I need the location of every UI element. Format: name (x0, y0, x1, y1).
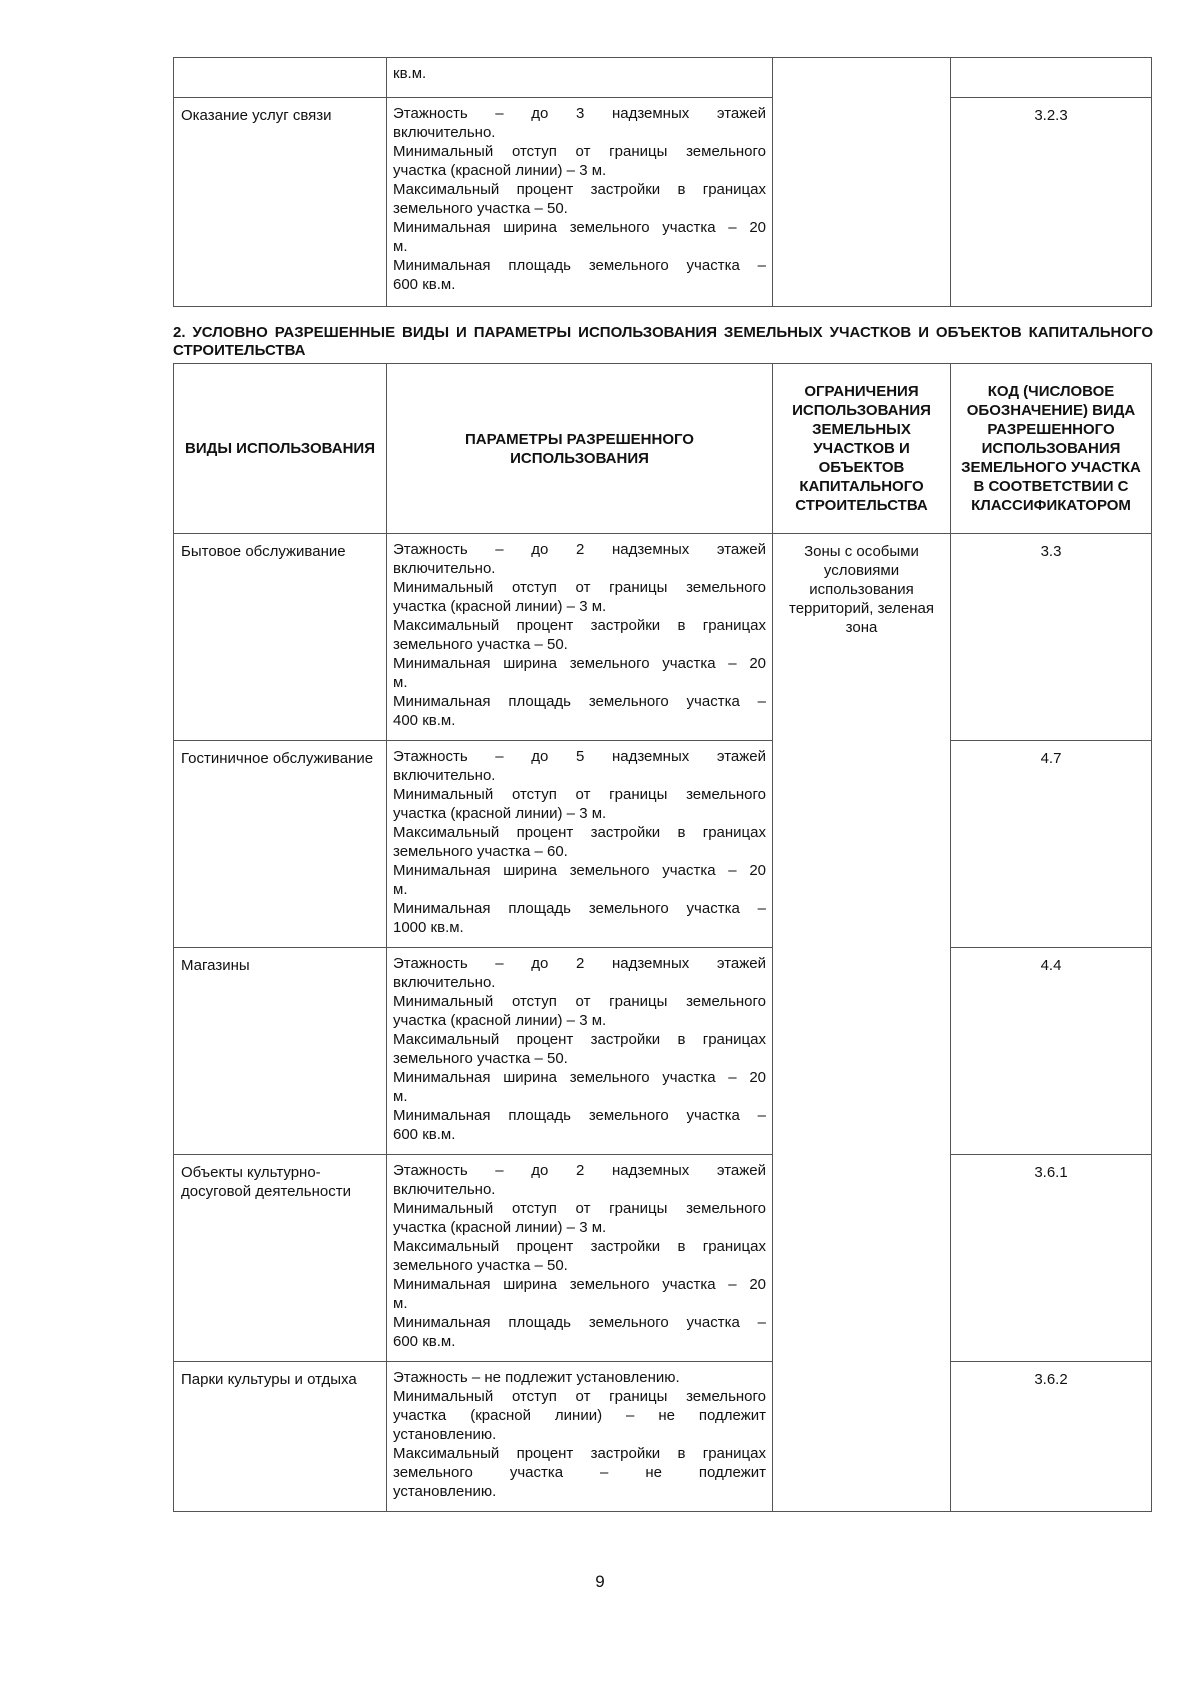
parameter-line: м. (393, 1088, 408, 1105)
parameter-line: Минимальный отступ от границы земельного (393, 1200, 766, 1217)
table-row (174, 98, 1152, 307)
parameter-line: Этажность – до 2 надземных этажей (393, 1162, 766, 1179)
parameter-line: участка (красной линии) – 3 м. (393, 1219, 607, 1236)
parameter-line: Минимальный отступ от границы земельного (393, 143, 766, 160)
parameter-line: Минимальная ширина земельного участка – 20 (393, 655, 766, 672)
table-row (174, 58, 1152, 98)
parameter-line: 600 кв.м. (393, 1126, 456, 1143)
header-restrictions: ОГРАНИЧЕНИЯ ИСПОЛЬЗОВАНИЯ ЗЕМЕЛЬНЫХ УЧАСТКОВ И ОБЪЕКТОВ КАПИТАЛЬНОГО СТРОИТЕЛЬСТВА (773, 364, 951, 534)
usage-name-cell (174, 534, 387, 741)
parameter-line: Минимальная площадь земельного участка – (393, 1314, 766, 1331)
parameter-line: установлению. (393, 1426, 497, 1443)
parameter-line: Минимальная площадь земельного участка – (393, 900, 766, 917)
usage-name: Бытовое обслуживание (181, 543, 346, 560)
table-row (174, 741, 1152, 948)
parameter-paragraph (393, 218, 766, 256)
parameter-paragraph (393, 578, 766, 616)
code-cell (951, 1155, 1152, 1362)
continuation-table (173, 57, 1152, 307)
parameter-line: земельного участка – 50. (393, 1257, 568, 1274)
parameter-line: включительно. (393, 560, 496, 577)
conditional-usage-table (173, 363, 1152, 1512)
parameter-line: Минимальная ширина земельного участка – 20 (393, 1069, 766, 1086)
usage-name-cell (174, 948, 387, 1155)
parameter-line: Этажность – до 2 надземных этажей (393, 955, 766, 972)
parameter-paragraph (393, 823, 766, 861)
code-cell (951, 948, 1152, 1155)
parameter-line: участка (красной линии) – 3 м. (393, 162, 607, 179)
parameter-line: включительно. (393, 124, 496, 141)
classifier-code: 4.7 (1040, 750, 1062, 767)
usage-name-cell (174, 58, 387, 98)
header-code: КОД (ЧИСЛОВОЕ ОБОЗНАЧЕНИЕ) ВИДА РАЗРЕШЕННОГО ИСПОЛЬЗОВАНИЯ ЗЕМЕЛЬНОГО УЧАСТКА В СООТВЕТСТВИИ С КЛАССИФИКАТОРОМ (951, 364, 1152, 534)
parameter-paragraph (393, 1387, 766, 1444)
table-header-row (174, 364, 1152, 534)
parameter-line: участка (красной линии) – не подлежит (393, 1407, 766, 1424)
classifier-code: 3.3 (1040, 543, 1062, 560)
parameter-line: участка (красной линии) – 3 м. (393, 805, 607, 822)
parameter-line: включительно. (393, 767, 496, 784)
params-cell (387, 948, 773, 1155)
parameter-line: земельного участка – 50. (393, 1050, 568, 1067)
parameter-line: Минимальный отступ от границы земельного (393, 786, 766, 803)
parameter-line: Этажность – до 5 надземных этажей (393, 748, 766, 765)
parameter-line: Минимальная площадь земельного участка – (393, 1107, 766, 1124)
parameter-line: м. (393, 674, 408, 691)
classifier-code: 3.6.2 (1034, 1371, 1068, 1388)
parameter-line: установлению. (393, 1483, 497, 1500)
usage-name: Гостиничное обслуживание (181, 750, 374, 767)
parameter-line: Минимальная площадь земельного участка – (393, 257, 766, 274)
header-parameters: ПАРАМЕТРЫ РАЗРЕШЕННОГО ИСПОЛЬЗОВАНИЯ (387, 364, 773, 534)
parameter-paragraph (393, 1237, 766, 1275)
parameter-line: участка (красной линии) – 3 м. (393, 598, 607, 615)
parameter-paragraph (393, 104, 766, 142)
parameter-line: Минимальная ширина земельного участка – 20 (393, 1276, 766, 1293)
classifier-code: 3.6.1 (1034, 1164, 1068, 1181)
parameter-line: включительно. (393, 974, 496, 991)
parameter-line: земельного участка – 60. (393, 843, 568, 860)
parameter-line: Этажность – до 3 надземных этажей (393, 105, 766, 122)
table-row (174, 1362, 1152, 1512)
parameter-paragraph (393, 861, 766, 899)
parameter-paragraph (393, 654, 766, 692)
usage-name-cell: Оказание услуг связи (174, 98, 387, 307)
parameter-paragraph (393, 1444, 766, 1501)
code-cell: 3.2.3 (951, 98, 1152, 307)
parameter-line: Минимальный отступ от границы земельного (393, 1388, 766, 1405)
params-cell (387, 1155, 773, 1362)
usage-name-cell (174, 1362, 387, 1512)
page-number: 9 (595, 1572, 605, 1591)
parameter-line: Максимальный процент застройки в границах (393, 181, 766, 198)
parameter-paragraph (393, 256, 766, 294)
parameter-line: Минимальный отступ от границы земельного (393, 579, 766, 596)
parameter-paragraph (393, 785, 766, 823)
parameter-line: земельного участка – 50. (393, 636, 568, 653)
parameter-line: Максимальный процент застройки в границах (393, 1445, 766, 1462)
table-row (174, 1155, 1152, 1362)
parameter-paragraph (393, 1030, 766, 1068)
usage-name: Магазины (181, 957, 250, 974)
parameter-line: м. (393, 238, 408, 255)
usage-name-cell (174, 741, 387, 948)
parameter-paragraph (393, 1313, 766, 1351)
restriction-text: Зоны с особыми условиями использования территорий, зеленая зона (789, 543, 934, 636)
parameter-paragraph (393, 540, 766, 578)
parameter-line: 600 кв.м. (393, 276, 456, 293)
parameter-paragraph (393, 954, 766, 992)
restriction-cell (773, 534, 951, 1512)
table-row (174, 948, 1152, 1155)
parameter-paragraph (393, 692, 766, 730)
parameter-line: Минимальная площадь земельного участка – (393, 693, 766, 710)
parameter-line: м. (393, 1295, 408, 1312)
parameter-line: Этажность – не подлежит установлению. (393, 1369, 680, 1386)
header-usage-types: ВИДЫ ИСПОЛЬЗОВАНИЯ (174, 364, 387, 534)
table-row (174, 534, 1152, 741)
parameter-line: Максимальный процент застройки в границах (393, 824, 766, 841)
parameter-paragraph (393, 1106, 766, 1144)
code-cell (951, 58, 1152, 98)
parameter-line: 400 кв.м. (393, 712, 456, 729)
usage-name-cell (174, 1155, 387, 1362)
params-cell (387, 741, 773, 948)
code-cell (951, 741, 1152, 948)
parameter-line: Минимальный отступ от границы земельного (393, 993, 766, 1010)
parameter-line: Минимальная ширина земельного участка – 20 (393, 219, 766, 236)
parameter-line: Максимальный процент застройки в границах (393, 1031, 766, 1048)
classifier-code: 4.4 (1040, 957, 1062, 974)
usage-name: Объекты культурно-досуговой деятельности (181, 1164, 351, 1200)
parameter-paragraph (393, 899, 766, 937)
parameter-line: земельного участка – 50. (393, 200, 568, 217)
parameter-paragraph (393, 1161, 766, 1199)
code-cell (951, 534, 1152, 741)
parameter-paragraph (393, 1275, 766, 1313)
params-cell (387, 534, 773, 741)
parameter-paragraph (393, 1368, 766, 1387)
params-cell: кв.м. (387, 58, 773, 98)
parameter-paragraph (393, 1199, 766, 1237)
parameter-line: Этажность – до 2 надземных этажей (393, 541, 766, 558)
parameter-line: 600 кв.м. (393, 1333, 456, 1350)
params-cell (387, 98, 773, 307)
parameter-paragraph (393, 1068, 766, 1106)
parameter-line: включительно. (393, 1181, 496, 1198)
parameter-paragraph (393, 747, 766, 785)
parameter-paragraph (393, 992, 766, 1030)
parameter-paragraph (393, 616, 766, 654)
params-cell (387, 1362, 773, 1512)
parameter-line: Минимальная ширина земельного участка – 20 (393, 862, 766, 879)
restriction-cell (773, 58, 951, 307)
section-title: 2. УСЛОВНО РАЗРЕШЕННЫЕ ВИДЫ И ПАРАМЕТРЫ ИСПОЛЬЗОВАНИЯ ЗЕМЕЛЬНЫХ УЧАСТКОВ И ОБЪЕКТОВ КАПИТАЛЬНОГО СТРОИТЕЛЬСТВА (173, 324, 1153, 359)
parameter-line: Максимальный процент застройки в границах (393, 617, 766, 634)
parameter-line: 1000 кв.м. (393, 919, 464, 936)
code-cell (951, 1362, 1152, 1512)
parameter-line: земельного участка – не подлежит (393, 1464, 766, 1481)
parameter-line: м. (393, 881, 408, 898)
parameter-line: Максимальный процент застройки в границах (393, 1238, 766, 1255)
parameter-paragraph (393, 180, 766, 218)
parameter-line: участка (красной линии) – 3 м. (393, 1012, 607, 1029)
usage-name: Парки культуры и отдыха (181, 1371, 357, 1388)
parameter-paragraph (393, 142, 766, 180)
